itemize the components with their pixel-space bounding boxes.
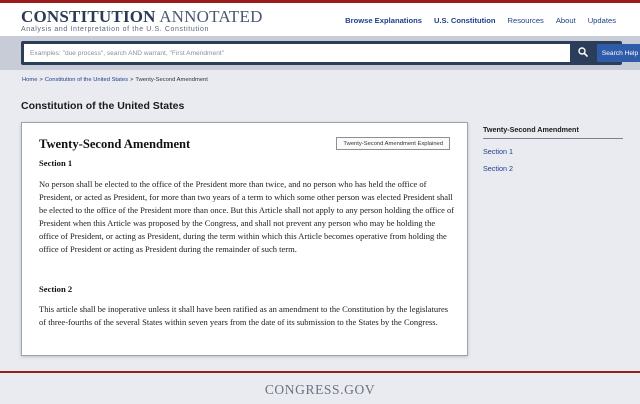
search-input[interactable] xyxy=(24,44,570,62)
page-title: Constitution of the United States xyxy=(21,100,185,112)
breadcrumb-current: Twenty-Second Amendment xyxy=(135,77,208,83)
breadcrumb-home[interactable]: Home xyxy=(22,77,38,83)
section-2-heading: Section 2 xyxy=(39,284,73,294)
search-bar xyxy=(21,41,639,65)
breadcrumb-constitution[interactable]: Constitution of the United States xyxy=(44,77,128,83)
brand-subtitle: Analysis and Interpretation of the U.S. Constitution xyxy=(21,26,210,33)
amendment-title: Twenty-Second Amendment xyxy=(39,137,191,151)
nav-browse-explanations[interactable]: Browse Explanations xyxy=(345,16,422,25)
section-2-text: This article shall be inoperative unless it shall have been ratified as an amendment to the Constitution by the legislatures of three-fourths of the several States within seven years from the date of its submission to the States by the Congress. xyxy=(39,304,449,328)
section-1-text: No person shall be elected to the office of the President more than twice, and no person who has held the office of President, or acted as President, for more than two years of a term to which some other person was elected President shall be elected to the office of the President more than once. But this Article shall not apply to any person holding the office of President when this Article was proposed by the Congress, and shall not prevent any person who may be holding the office of President, or acting as President, during the term within which this Article becomes operative from holding the office of President or acting as President during the remainder of such term. xyxy=(39,179,455,255)
top-bar xyxy=(0,0,640,36)
brand-title-part-1: CONSTITUTION xyxy=(21,7,156,26)
site-logo[interactable] xyxy=(21,8,263,33)
top-navigation xyxy=(339,16,622,25)
brand-title xyxy=(21,8,263,25)
search-band xyxy=(0,36,640,70)
nav-us-constitution[interactable]: U.S. Constitution xyxy=(433,16,496,25)
nav-updates[interactable]: Updates xyxy=(587,16,616,25)
nav-resources[interactable]: Resources xyxy=(507,16,544,25)
sidebar-link-section-1[interactable]: Section 1 xyxy=(483,147,513,156)
breadcrumb xyxy=(22,77,208,83)
search-icon xyxy=(578,44,588,62)
sidebar-link-section-2[interactable]: Section 2 xyxy=(483,164,513,173)
congress-gov-logo[interactable]: CONGRESS.GOV xyxy=(264,382,376,397)
section-1-heading: Section 1 xyxy=(39,158,73,168)
amendment-card xyxy=(21,122,468,356)
breadcrumb-separator: > xyxy=(39,77,43,83)
nav-about[interactable]: About xyxy=(555,16,576,25)
brand-title-part-2: ANNOTATED xyxy=(159,7,263,26)
breadcrumb-separator: > xyxy=(130,77,134,83)
footer xyxy=(0,373,640,404)
section-sidebar xyxy=(483,125,623,173)
search-help-button[interactable]: Search Help xyxy=(597,44,640,62)
search-button[interactable] xyxy=(572,44,594,62)
explained-button[interactable]: Twenty-Second Amendment Explained xyxy=(336,137,450,150)
sidebar-title: Twenty-Second Amendment xyxy=(483,125,623,139)
